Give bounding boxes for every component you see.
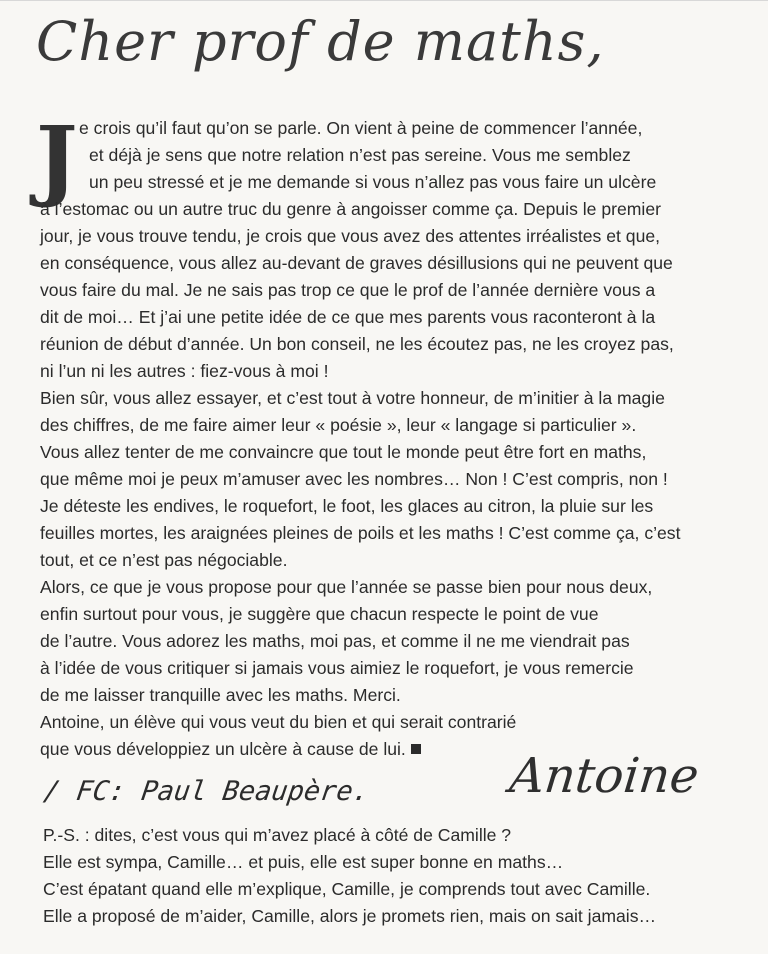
body-line: Vous allez tenter de me convaincre que tout le monde peut être fort en maths, [40,442,647,462]
body-line: à l’estomac ou un autre truc du genre à angoisser comme ça. Depuis le premier [40,199,661,219]
body-line: un peu stressé et je me demande si vous n’allez pas vous faire un ulcère [89,172,657,192]
ps-line: Elle est sympa, Camille… et puis, elle est super bonne en maths… [43,852,564,872]
body-line: jour, je vous trouve tendu, je crois que vous avez des attentes irréalistes et que, [40,226,661,246]
ps-line: Elle a proposé de m’aider, Camille, alors je promets rien, mais on sait jamais… [43,906,657,926]
body-line: tout, et ce n’est pas négociable. [40,550,288,570]
drop-cap: J [36,106,78,210]
body-line: réunion de début d’année. Un bon conseil, ne les écoutez pas, ne les croyez pas, [40,334,674,354]
letter-title: Cher prof de maths, [36,10,605,73]
page-top-edge [0,0,768,7]
signature: Antoine [507,748,702,804]
body-line: en conséquence, vous allez au-devant de graves désillusions qui ne peuvent que [40,253,673,273]
body-line: vous faire du mal. Je ne sais pas trop ce que le prof de l’année dernière vous a [40,280,656,300]
body-line: Bien sûr, vous allez essayer, et c’est tout à votre honneur, de m’initier à la magie [40,388,665,408]
body-line: e crois qu’il faut qu’on se parle. On vient à peine de commencer l’année, [79,118,643,138]
body-line: feuilles mortes, les araignées pleines de poils et les maths ! C’est comme ça, c’est [40,523,681,543]
end-mark-icon [411,744,421,754]
handwritten-annotation: / FC: Paul Beaupère. [41,776,372,807]
ps-line: P.-S. : dites, c’est vous qui m’avez placé à côté de Camille ? [43,825,512,845]
body-line-text: que vous développiez un ulcère à cause de lui. [40,739,406,759]
ps-line: C’est épatant quand elle m’explique, Camille, je comprends tout avec Camille. [43,879,651,899]
body-line: des chiffres, de me faire aimer leur « poésie », leur « langage si particulier ». [40,415,637,435]
body-line: Je déteste les endives, le roquefort, le foot, les glaces au citron, la pluie sur les [40,496,654,516]
body-line: à l’idée de vous critiquer si jamais vous aimiez le roquefort, je vous remercie [40,658,634,678]
body-line-last [40,736,421,762]
body-line: de l’autre. Vous adorez les maths, moi pas, et comme il ne me viendrait pas [40,631,630,651]
body-line: enfin surtout pour vous, je suggère que chacun respecte le point de vue [40,604,599,624]
body-line: que même moi je peux m’amuser avec les nombres… Non ! C’est compris, non ! [40,469,668,489]
body-line: de me laisser tranquille avec les maths. Merci. [40,685,401,705]
body-line: Antoine, un élève qui vous veut du bien et qui serait contrarié [40,712,517,732]
body-line: Alors, ce que je vous propose pour que l’année se passe bien pour nous deux, [40,577,653,597]
body-line: dit de moi… Et j’ai une petite idée de ce que mes parents vous raconteront à la [40,307,656,327]
body-line: et déjà je sens que notre relation n’est pas sereine. Vous me semblez [89,145,631,165]
body-line: ni l’un ni les autres : fiez-vous à moi ! [40,361,329,381]
